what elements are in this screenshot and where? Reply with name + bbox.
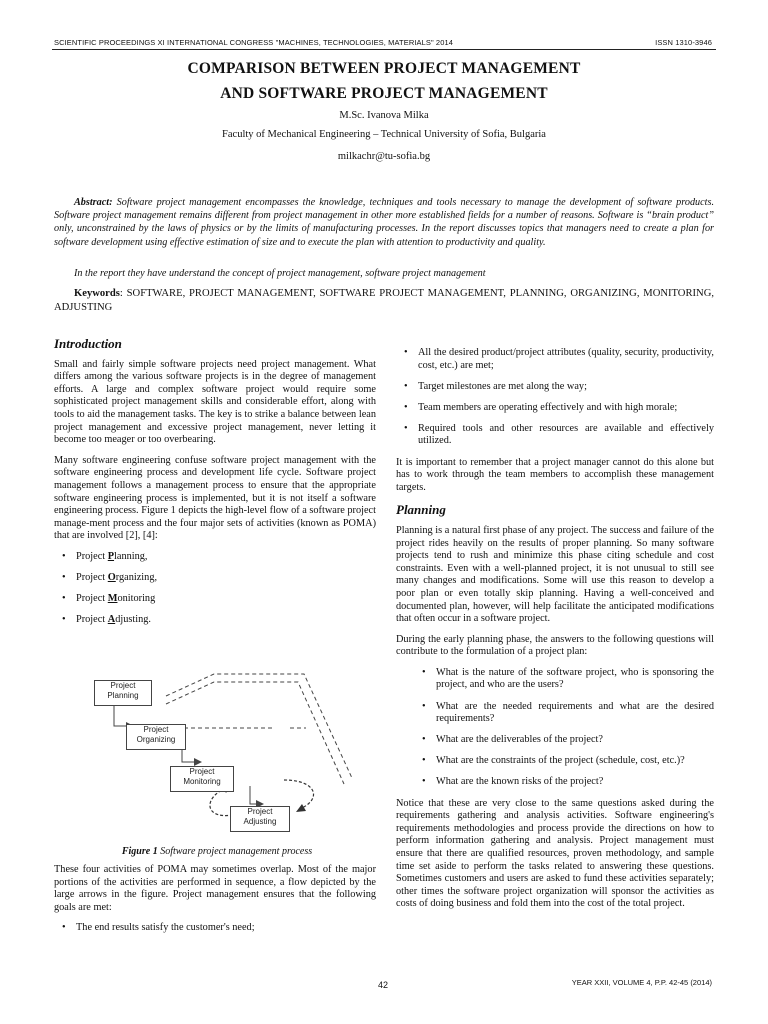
email[interactable]: milkachr@tu-sofia.bg	[337, 151, 431, 162]
volume-info: YEAR XXII, VOLUME 4, P.P. 42-45 (2014)	[571, 978, 712, 987]
list-item: • Target milestones are met along the way;	[396, 381, 714, 394]
abstract-note: In the report they have understand the concept of project management, software project management	[74, 268, 486, 279]
list-item: • What are the known risks of the project?	[414, 776, 714, 789]
planning-heading: Planning	[396, 502, 446, 518]
right-column	[396, 347, 714, 919]
abstract-label: Abstract:	[74, 197, 113, 208]
keywords-text: : SOFTWARE, PROJECT MANAGEMENT, SOFTWARE PROJECT MANAGEMENT, PLANNING, ORGANIZING, MONITORING, ADJUSTING	[54, 288, 714, 313]
keywords-label: Keywords	[74, 288, 120, 299]
left-column-bottom	[54, 864, 376, 943]
planning-paragraph-3: Notice that these are very close to the same questions asked during the requirements gathering and analysis activities. Software engineering's requirements methodologies and process provide the directions on how to perform information gathering and analysis. Project management must ensure that there are qualified resources, proven methodology, and sample time set aside to perform the tasks related to answering these questions. Sometimes customers and users are asked to fund these activities separately; other times the software project organization will sponsor the activities as costs of doing business and fold them into the cost of the total project.	[396, 797, 714, 910]
keywords	[54, 287, 714, 314]
right-paragraph-1: It is important to remember that a project manager cannot do this alone but has to work through the team members to accomplish these management targets.	[396, 456, 714, 493]
caption-text: Software project management process	[157, 846, 313, 857]
abstract	[54, 196, 714, 249]
questions-list	[414, 667, 714, 789]
box-planning: Project Planning	[94, 680, 152, 706]
list-item: • Project Monitoring	[54, 593, 376, 606]
list-item: • Project Planning,	[54, 551, 376, 564]
list-item: • What are the deliverables of the project?	[414, 734, 714, 747]
list-item: • What is the nature of the software project, who is sponsoring the project, and who are the users?	[414, 667, 714, 692]
page-number: 42	[378, 980, 389, 990]
figure-1-diagram	[54, 668, 376, 838]
paper-title-line2: AND SOFTWARE PROJECT MANAGEMENT	[220, 85, 548, 102]
issn: ISSN 1310-3946	[655, 38, 712, 47]
planning-paragraph-1: Planning is a natural first phase of any project. The success and failure of the project rides heavily on the results of proper planning. So many software projects tend to rush and minimize this phase citing schedule and cost constraints. Even with a well-planned project, it is not unusual to still see many changes and modifications. Some will use this reason to develop a poor plan or even totally skip planning. Having a well-conceived and documented plan, however, will help facilitate the anticipated modifications that often occur in a software project.	[396, 524, 714, 625]
caption-label: Figure 1	[121, 846, 158, 857]
goals-list-start	[54, 922, 376, 935]
author: M.Sc. Ivanova Milka	[339, 110, 429, 121]
left-column	[54, 338, 376, 635]
goals-list	[396, 347, 714, 448]
running-header: SCIENTIFIC PROCEEDINGS XI INTERNATIONAL CONGRESS "MACHINES, TECHNOLOGIES, MATERIALS" 2014	[54, 38, 454, 47]
abstract-text: Software project management encompasses the knowledge, techniques and tools necessary to manage the development of software products. Software project management remains different from project management in other more established fields for a number of reasons. Software is “brain product” only, unconstrained by the laws of physics or by the limits of manufacturing processes. In the report discusses topics that managers need to create a plan for software development using effective estimation of size and to execute the plan with attention to productivity and quality.	[54, 197, 715, 248]
intro-paragraph-2: Many software engineering confuse software project management with the software engineering process and development life cycle. Software project management follows a management process to ensure that the appropriate software engineering process is implemented, but it is not itself a software engineering process. Figure 1 depicts the high-level flow of a software project manage-ment process and the four major sets of activities (known as POMA) that are involved [2], [4]:	[54, 454, 376, 542]
list-item: • What are the constraints of the project (schedule, cost, etc.)?	[414, 755, 714, 768]
list-item: • Required tools and other resources are available and effectively utilized.	[396, 423, 714, 448]
list-item: • Project Organizing,	[54, 572, 376, 585]
box-organizing: Project Organizing	[126, 724, 186, 750]
list-item: • The end results satisfy the customer's need;	[54, 922, 376, 935]
list-item: • Project Adjusting.	[54, 614, 376, 627]
figure-1-caption	[54, 846, 380, 857]
box-adjusting: Project Adjusting	[230, 806, 290, 832]
list-item: • What are the needed requirements and what are the desired requirements?	[414, 701, 714, 726]
list-item: • Team members are operating effectively and with high morale;	[396, 402, 714, 415]
header-rule	[52, 49, 716, 50]
list-item: • All the desired product/project attributes (quality, security, productivity, cost, etc.) are met;	[396, 347, 714, 372]
poma-list	[54, 551, 376, 627]
affiliation: Faculty of Mechanical Engineering – Technical University of Sofia, Bulgaria	[222, 129, 546, 140]
box-monitoring: Project Monitoring	[170, 766, 234, 792]
intro-paragraph-3: These four activities of POMA may sometimes overlap. Most of the major portions of the activities are performed in sequence, a flow depicted by the large arrows in the figure. Project management ensures that the following goals are met:	[54, 864, 376, 913]
planning-paragraph-2: During the early planning phase, the answers to the following questions will contribute to the formulation of a project plan:	[396, 633, 714, 658]
intro-paragraph-1: Small and fairly simple software projects need project management. What differs among the various software projects is in the degree of management efforts. A large and complex software project would require some sophisticated project management skills and considerable effort, along with tools to aid the management tasks. The key is to strike a balance between lean project management and excessive project management, never letting it become too meager or too overbearing.	[54, 358, 376, 446]
intro-heading: Introduction	[54, 336, 122, 351]
paper-title-line1: COMPARISON BETWEEN PROJECT MANAGEMENT	[187, 60, 581, 77]
